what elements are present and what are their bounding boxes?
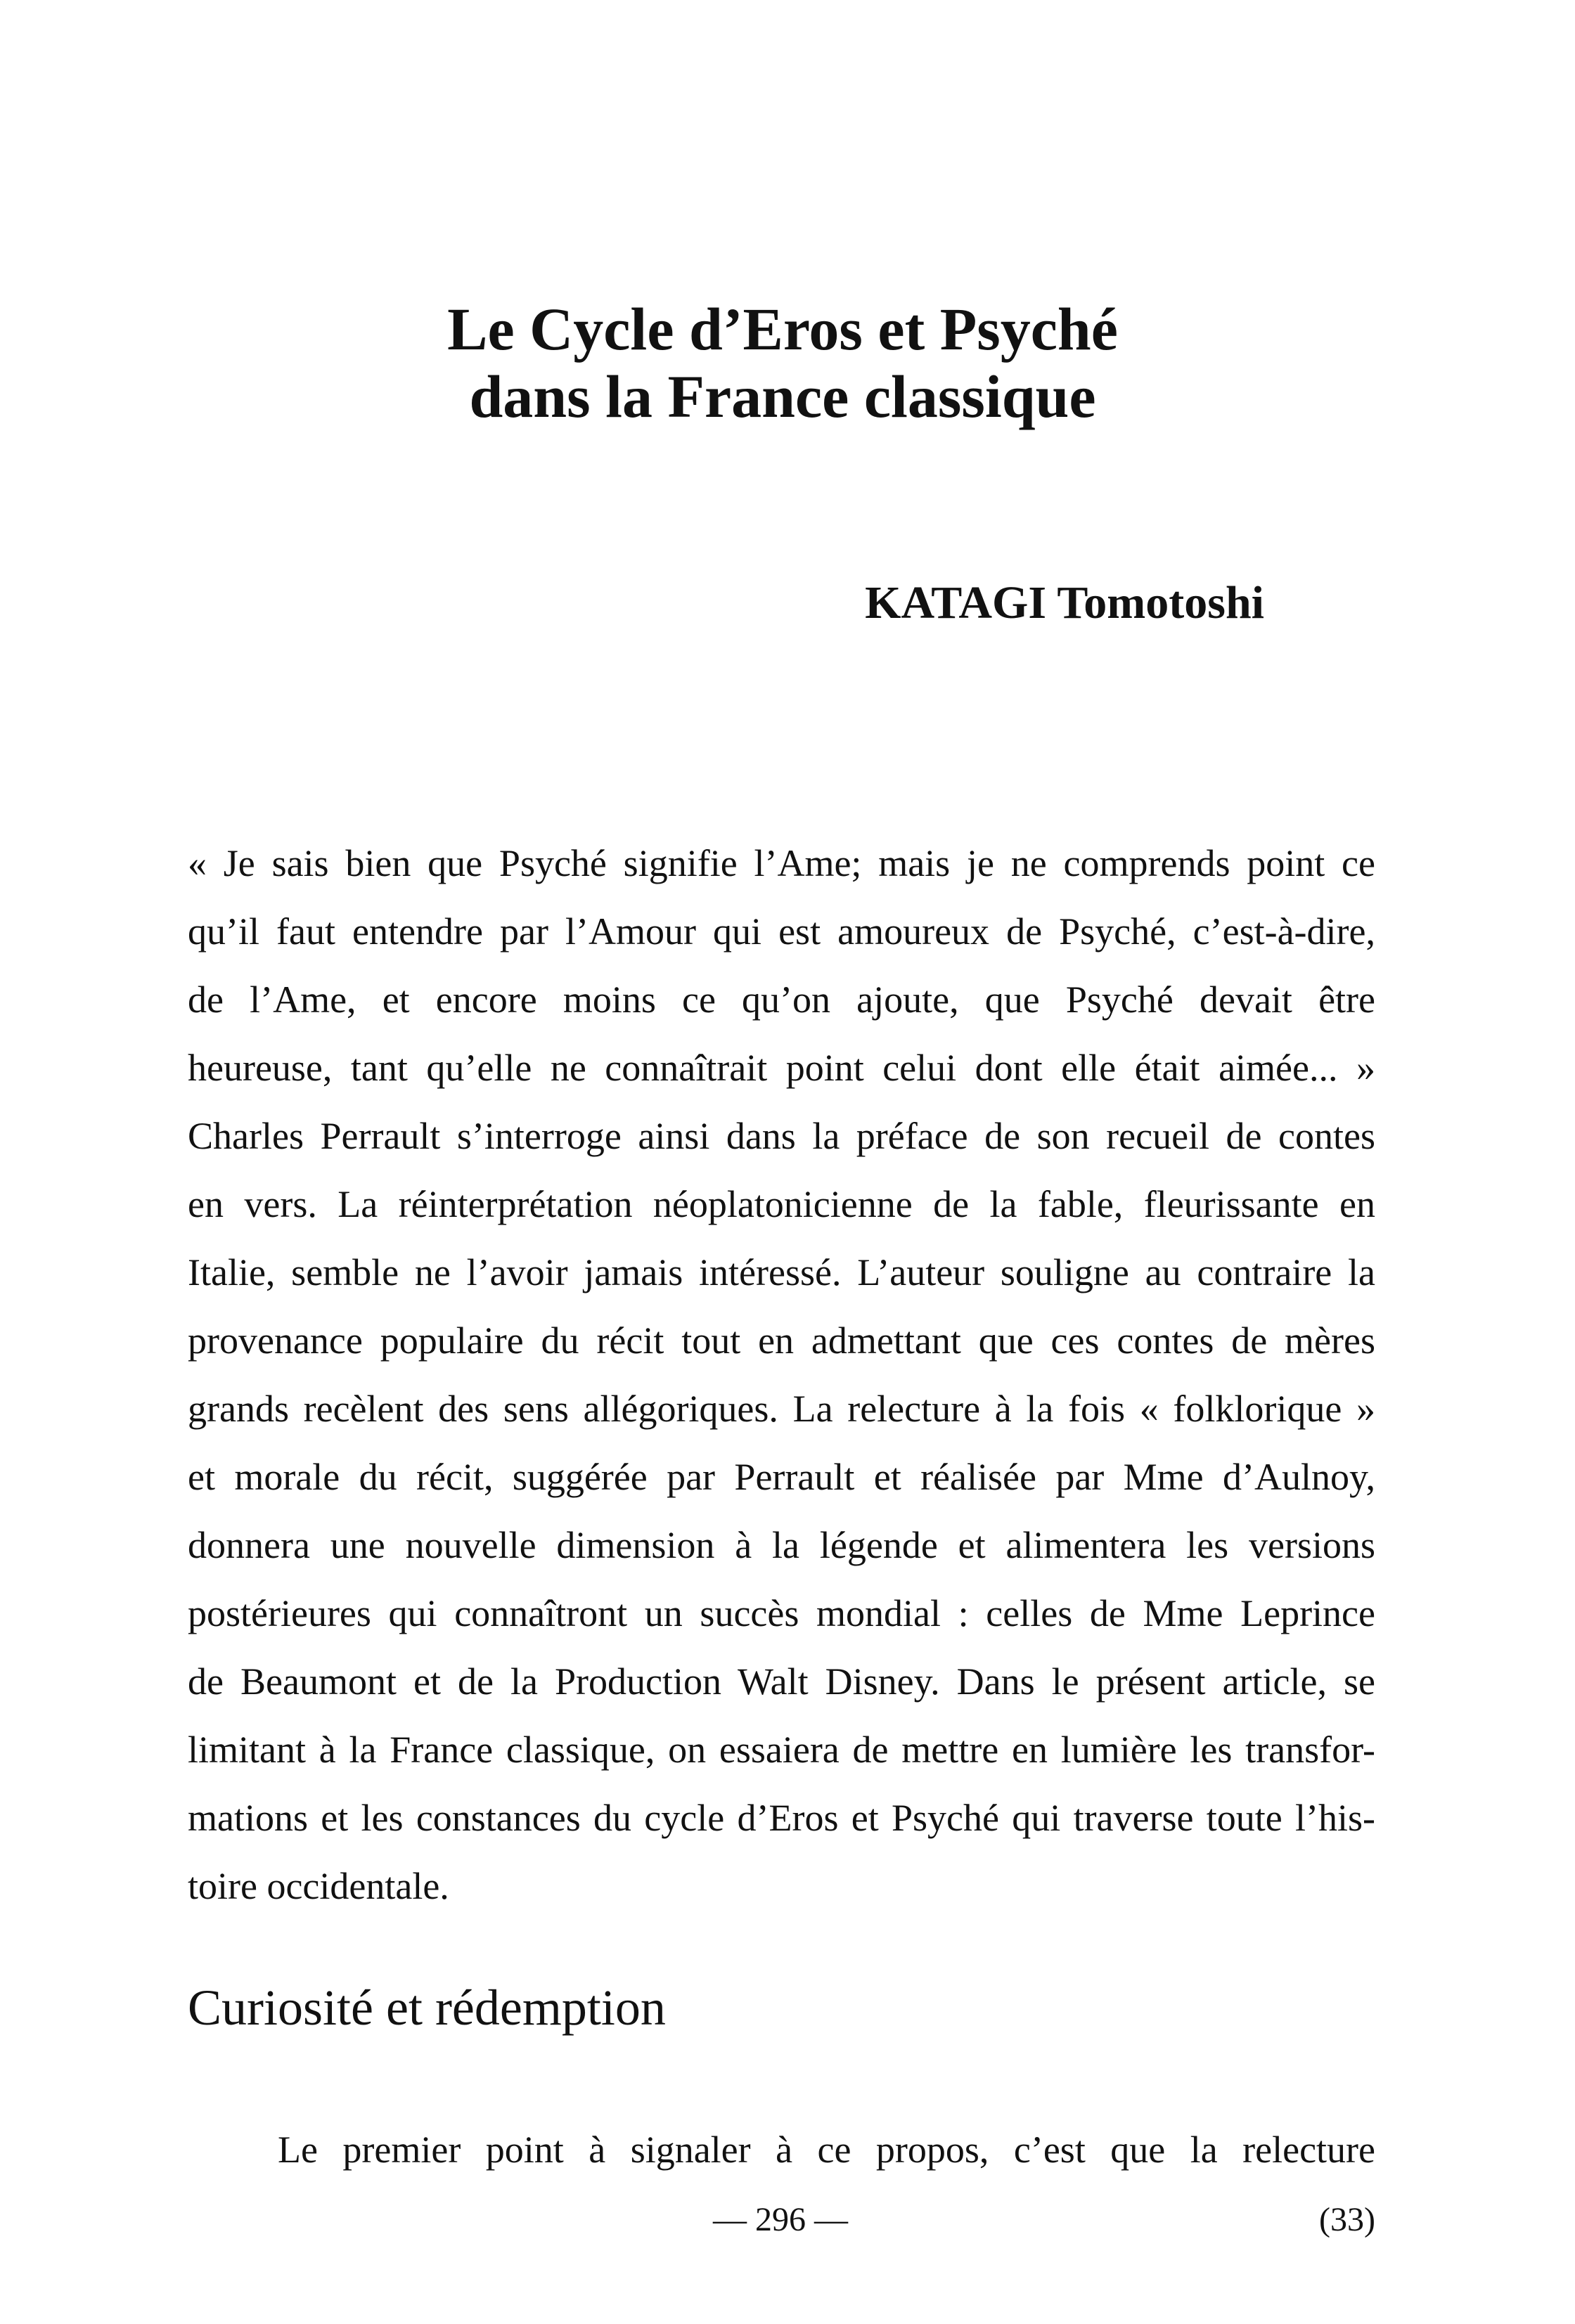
text-line: en vers. La réinterprétation néoplatonicienne de la fable, fleurissante en — [188, 1183, 1375, 1225]
section-heading: Curiosité et rédemption — [188, 1980, 666, 2036]
text-line: de l’Ame, et encore moins ce qu’on ajoute, que Psyché devait être — [188, 979, 1375, 1021]
text-line: limitant à la France classique, on essaiera de mettre en lumière les transfor- — [188, 1729, 1375, 1771]
page-number: — 296 — — [713, 2201, 848, 2238]
text-line: Charles Perrault s’interroge ainsi dans la préface de son recueil de contes — [188, 1115, 1375, 1157]
intro-paragraph — [188, 829, 1375, 1920]
text-line: donnera une nouvelle dimension à la légende et alimentera les versions — [188, 1524, 1375, 1566]
text-line: heureuse, tant qu’elle ne connaîtrait point celui dont elle était aimée... » — [188, 1047, 1375, 1089]
title-line-2: dans la France classique — [469, 363, 1096, 430]
text-line: mations et les constances du cycle d’Eros et Psyché qui traverse toute l’his- — [188, 1797, 1375, 1839]
author-name: KATAGI Tomotoshi — [865, 577, 1264, 628]
text-line: toire occidentale. — [188, 1865, 449, 1907]
text-line: grands recèlent des sens allégoriques. La relecture à la fois « folklorique » — [188, 1388, 1375, 1430]
title-line-1: Le Cycle d’Eros et Psyché — [447, 295, 1118, 363]
issue-number: (33) — [1319, 2201, 1375, 2238]
text-line: Italie, semble ne l’avoir jamais intéressé. L’auteur souligne au contraire la — [188, 1251, 1375, 1293]
section-first-line: Le premier point à signaler à ce propos, c’est que la relecture — [278, 2129, 1375, 2171]
text-line: « Je sais bien que Psyché signifie l’Ame; mais je ne comprends point ce — [188, 842, 1375, 884]
text-line: provenance populaire du récit tout en admettant que ces contes de mères — [188, 1319, 1375, 1362]
text-line: postérieures qui connaîtront un succès mondial : celles de Mme Leprince — [188, 1592, 1375, 1634]
text-line: de Beaumont et de la Production Walt Disney. Dans le présent article, se — [188, 1660, 1375, 1703]
text-line: qu’il faut entendre par l’Amour qui est amoureux de Psyché, c’est-à-dire, — [188, 910, 1375, 953]
text-line: et morale du récit, suggérée par Perrault et réalisée par Mme d’Aulnoy, — [188, 1456, 1375, 1498]
